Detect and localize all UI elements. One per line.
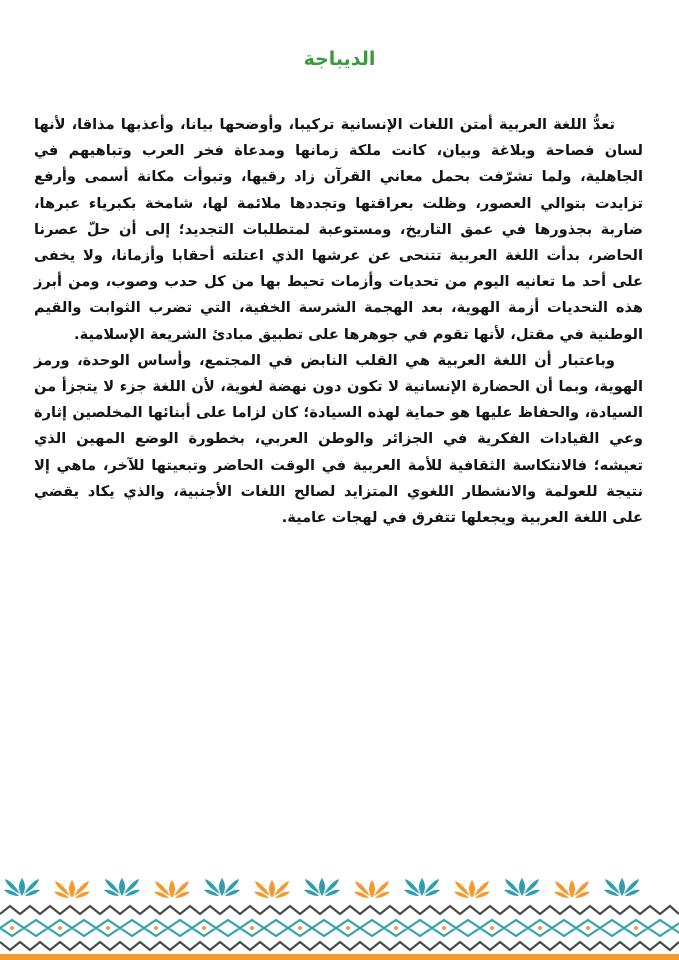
orange-base-stripe [0,954,679,960]
paragraph-1: تعدُّ اللغة العربية أمتن اللغات الإنسانية تركيبا، وأوضحها بيانا، وأعذبها مذاقا، لأنها لسان فصاحة وبلاغة وبيان، كانت ملكة زمانها ومدعاة فخر العرب وتباهيهم في الجاهلية، ولما تشرّفت بحمل معاني القرآن زاد رقيها، وتبوأت مكانة أسمى وأرفع تزايدت بتوالي العصور، وظلت بعراقتها وتجددها ملائمة لها، شامخة بكبرياء عبرها، ضاربة بجذورها في عمق التاريخ، ومستوعبة لمتطلبات التجديد؛ إلى أن حلّ عصرنا الحاضر، بدأت اللغة العربية تتنحى عن عرشها الذي اعتلته أحقابا وأزمانا، ولا يخفى على أحد ما تعانيه اليوم من تحديات وأزمات تحيط بها من كل حدب وصوب، ومن أبرز هذه التحديات أزمة الهوية، بعد الهجمة الشرسة الخفية، التي تضرب الثوابت والقيم الوطنية في مقتل، لأنها تقوم في جوهرها على تطبيق مبادئ الشريعة الإسلامية. [34,116,643,343]
page-title: الديباجة [303,48,376,70]
diamond-band [0,920,679,936]
paragraph-2: وباعتبار أن اللغة العربية هي القلب النابض في المجتمع، وأساس الوحدة، ورمز الهوية، وبما أن الحضارة الإنسانية لا تكون دون نهضة لغوية، لأن اللغة جزء لا يتجزأ من السيادة، والحفاظ عليها هو حماية لهذه السيادة؛ كان لزاما على أبنائها المخلصين إثارة وعي القيادات الفكرية في الجزائر والوطن العربي، بخطورة الوضع المهين الذي تعيشه؛ فالانتكاسة الثقافية للأمة العربية في الوقت الحاضر وتبعيتها للآخر، ماهي إلا نتيجة للعولمة والانشطار اللغوي المتزايد لصالح اللغات الأجنبية، والذي يكاد يقضي على اللغة العربية ويجعلها تتفرق في لهجات عامية. [34,351,643,527]
document-body [34,112,643,531]
diamond-dots [10,926,638,930]
leaf-row [4,878,640,896]
decorative-footer-border [0,872,679,960]
zigzag-band [0,906,679,914]
zigzag-band-lower [0,942,679,950]
